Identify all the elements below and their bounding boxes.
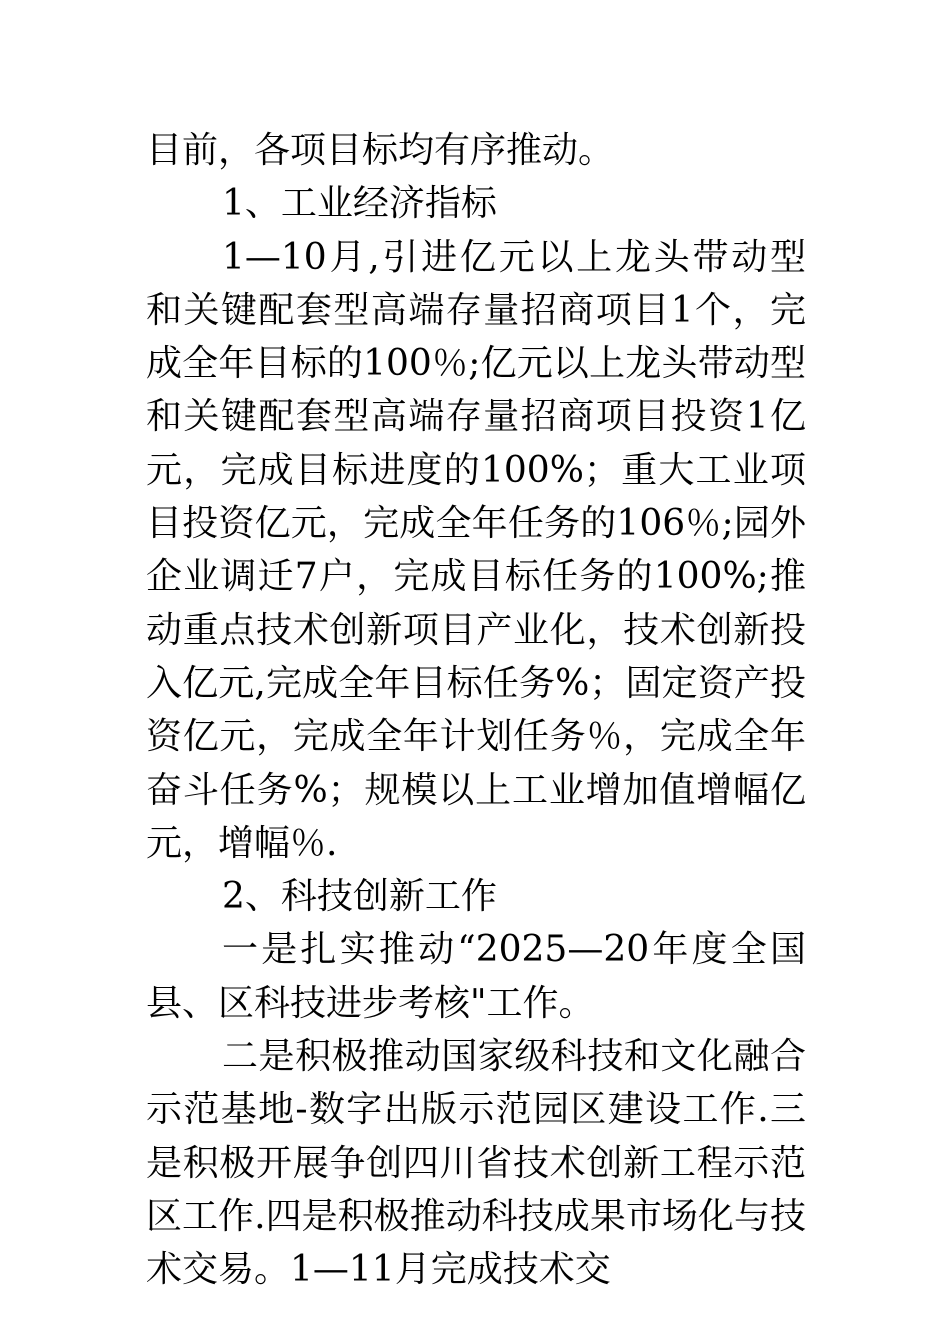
body-paragraph-industrial-indicators: 1—10月,引进亿元以上龙头带动型和关键配套型高端存量招商项目1个，完成全年目标的100％;亿元以上龙头带动型和关键配套型高端存量招商项目投资1亿元，完成目标进度的100%；重大工业项目投资亿元，完成全年任务的106％;园外企业调迁7户，完成目标任务的100%;推动重点技术创新项目产业化，技术创新投入亿元,完成全年目标任务%；固定资产投资亿元，完成全年计划任务％，完成全年奋斗任务%；规模以上工业增加值增幅亿元，增幅％. [146,236,806,864]
document-page [146,124,806,1297]
section-heading-tech-innovation: 2、科技创新工作 [222,876,497,918]
body-paragraph-item-two: 二是积极推动国家级科技和文化融合示范基地-数字出版示范园区建设工作.三是积极开展争创四川省技术创新工程示范区工作.四是积极推动科技成果市场化与技术交易。1—11月完成技术交 [146,1036,806,1291]
body-paragraph-item-one: 一是扎实推动“2025—20年度全国县、区科技进步考核"工作。 [146,929,806,1024]
section-heading-industrial-economy: 1、工业经济指标 [222,183,497,225]
body-paragraph-continuation: 目前，各项目标均有序推动。 [146,130,615,171]
